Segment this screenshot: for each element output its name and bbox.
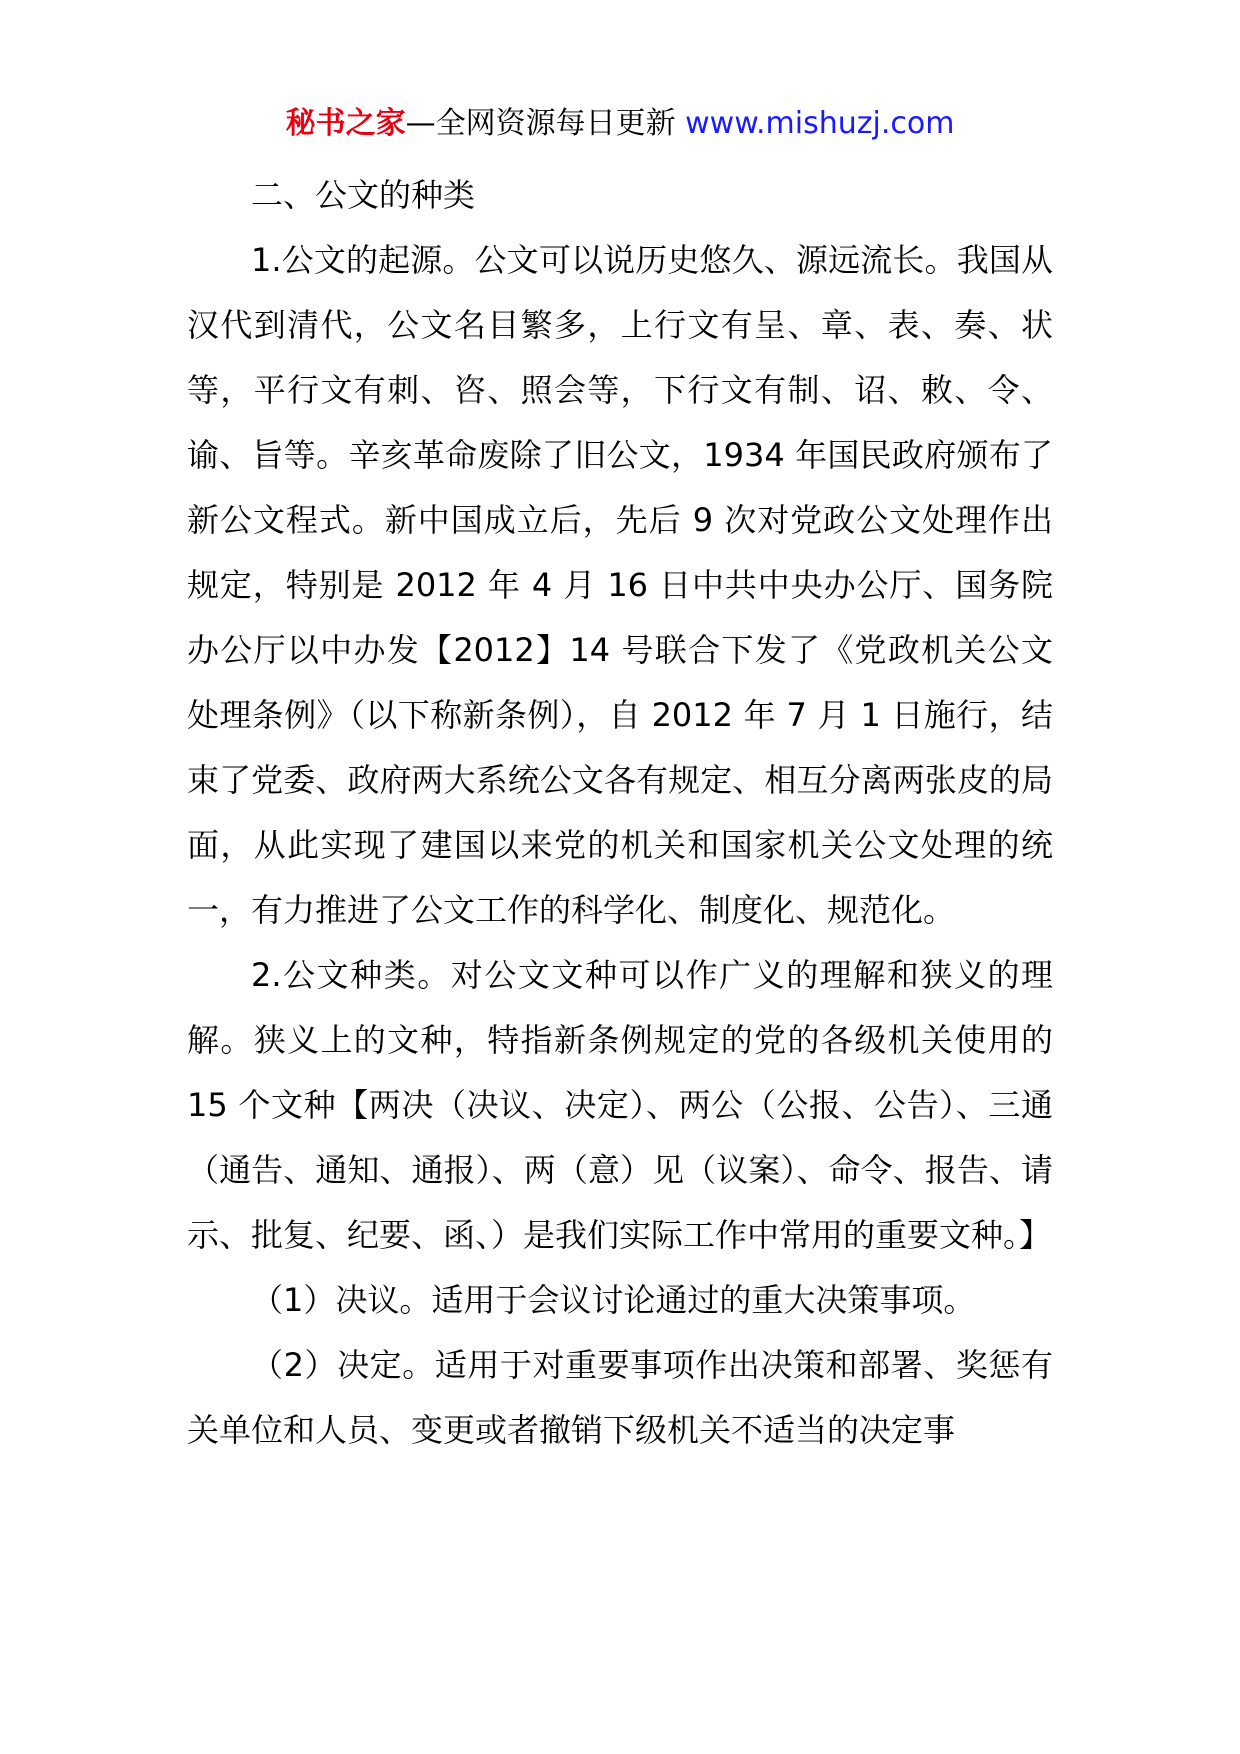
paragraph-types: 2.公文种类。对公文文种可以作广义的理解和狭义的理解。狭义上的文种，特指新条例规定的党的各级机关使用的 15 个文种【两决（决议、决定）、两公（公报、公告）、三通（通告、通知、通报）、两（意）见（议案）、命令、报告、请示、批复、纪要、函、）是我们实际工作中常用的重要文种。】 bbox=[187, 956, 1053, 1254]
page-header bbox=[0, 102, 1240, 146]
brand-name: 秘书之家 bbox=[285, 106, 406, 141]
document-body bbox=[187, 163, 1053, 1463]
section-heading: 二、公文的种类 bbox=[251, 176, 476, 214]
paragraph-origin: 1.公文的起源。公文可以说历史悠久、源远流长。我国从汉代到清代，公文名目繁多，上行文有呈、章、表、奏、状等，平行文有刺、咨、照会等，下行文有制、诏、敕、令、谕、旨等。辛亥革命废除了旧公文，1934 年国民政府颁布了新公文程式。新中国成立后，先后 9 次对党政公文处理作出规定，特别是 2012 年 4 月 16 日中共中央办公厅、国务院办公厅以中办发【2012】14 号联合下发了《党政机关公文处理条例》（以下称新条例），自 2012 年 7 月 1 日施行，结束了党委、政府两大系统公文各有规定、相互分离两张皮的局面，从此实现了建国以来党的机关和国家机关公文处理的统一，有力推进了公文工作的科学化、制度化、规范化。 bbox=[187, 241, 1053, 929]
paragraph-decision: （2）决定。适用于对重要事项作出决策和部署、奖惩有关单位和人员、变更或者撤销下级机关不适当的决定事 bbox=[187, 1346, 1053, 1449]
paragraph-resolution: （1）决议。适用于会议讨论通过的重大决策事项。 bbox=[251, 1281, 976, 1319]
header-tagline: —全网资源每日更新 bbox=[405, 106, 686, 141]
website-url: www.mishuzj.com bbox=[685, 106, 955, 141]
